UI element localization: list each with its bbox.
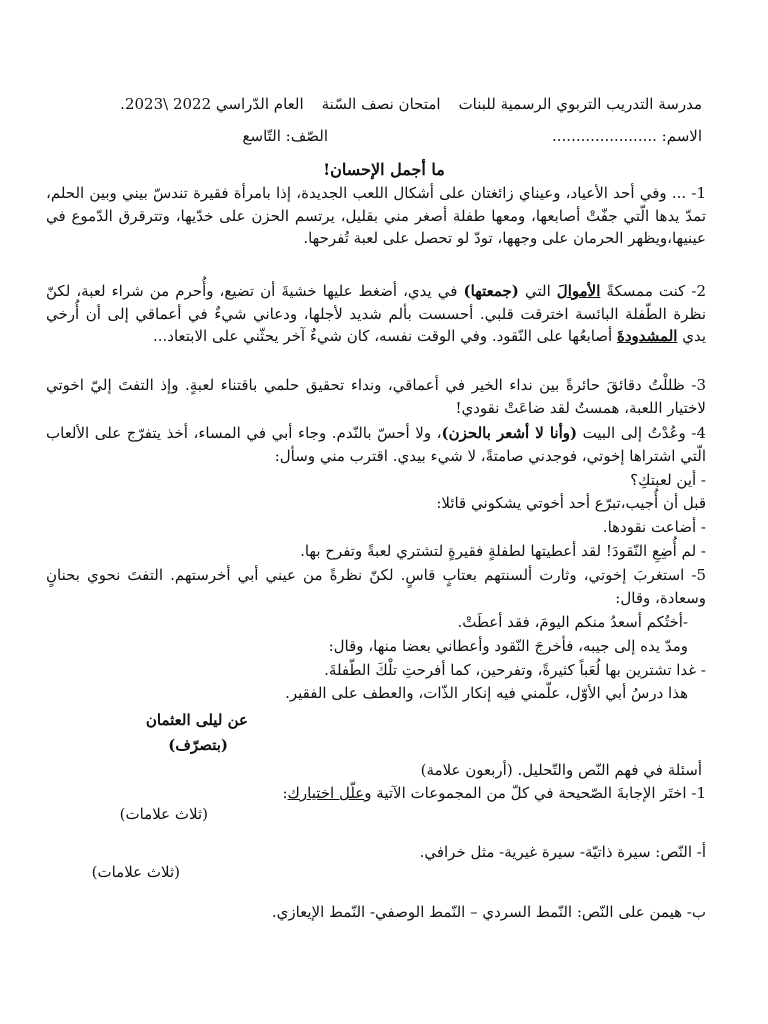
marks-label: (ثلاث علامات) [119,805,208,823]
dialogue-line: - أين لعبتكِ؟ [630,471,706,489]
bold-word-collected: (جمعتها) [463,282,519,300]
source-adapted: (بتصرّف) [168,736,228,754]
paragraph-5: 5- استغربَ إخوتي، وثارت ألسنتهم بعتابٍ قاسٍ. لكنّ نظرةً من عيني أبي أخرستهم. التفتَ نحوي بحنانٍ وسعادة، وقال: [46,566,706,607]
bold-phrase-no-sadness: (وأنا لا أشعر بالحزن) [441,424,578,442]
dialogue-line: -أختُكم أسعدُ منكم اليومَ، فقد أعطَتْ. [457,613,688,631]
student-name-field: الاسم: ...................... [552,127,702,145]
question-1-text: 1- اختَر الإجابةَ الصّحيحة في كلّ من المجموعات الآتية و [364,784,706,802]
marks-label: (ثلاث علامات) [91,863,180,881]
text-title: ما أجمل الإحسان! [323,160,445,179]
paragraph-2-text: في يدي، أضغط عليها خشيةَ أن تضيع، وأُحرم من شراء لعبة، لكنّ نظرة الطّفلة البائسة اخترقت قلبي. أحسست بألم شديد لأجلها، ودعاني شيءٌ في أعماقي إلى أن أُرخي يدي [46,282,706,345]
school-name: مدرسة التدريب التربوي الرسمية للبنات [458,95,702,113]
school-year: العام الدّراسي 2022 \2023. [120,95,304,113]
question-1-colon: : [282,784,288,802]
question-1 [282,783,706,803]
dialogue-line: - غدا تشترين بها لُعَباً كثيرةً، وتفرحين، كما أفرحتِ تلْكَ الطّفلةَ. [324,661,706,679]
dialogue-line: - لم أُضِعِ النّقودَ! لقد أعطيتها لطفلةٍ فقيرةٍ لتشتري لعبةً وتفرح بها. [300,542,706,560]
student-class: الصّف: التّاسع [242,127,328,145]
paragraph-2-text: التي [518,282,557,300]
paragraph-2-text: 2- كنت ممسكةً [600,282,706,300]
paragraph-4 [46,422,706,467]
questions-heading: أسئلة في فهم النّص والتّحليل. (أربعون علامة) [420,761,702,779]
question-1-justify: علّل اختيارك [287,784,365,802]
paragraph-4-text: ، ولا أحسّ بالنّدم. وجاء أبي في المساء، أخذ يتفرّج على الألعاب الّتي اشتراها إخوتي، فوجدني صامتةً، لا شيء بيدي. اقترب مني وسأل: [46,424,706,465]
question-1a: أ- النّص: سيرة ذاتيّة- سيرة غيرية- مثل خرافي. [419,843,706,861]
dialogue-line: ومدّ يده إلى جيبه، فأخرجَ النّقود وأعطاني بعضا منها، وقال: [328,637,688,655]
paragraph-1: 1- ... وفي أحد الأعياد، وعيناي زائغتان على أشكال اللعب الجديدة، إذا بامرأة فقيرة تندسّ بيني وبين الحلم، تمدّ يدها الّتي جفّتْ أصابعها، ومعها طفلة أصغر مني بقليل، يرتسم الحزن على خدّيها، وتترقرق الدّموع في عينيها،ويظهر الحرمان على وجهها، تودّ لو تحصل على لعبة تُفرحها. [46,184,706,247]
source-author: عن ليلى العثمان [145,711,248,729]
paragraph-4-text: 4- وعُدْتُ إلى البيت [577,424,706,442]
question-1b: ب- هيمن على النّص: النّمط السردي – النّمط الوصفي- النّمط الإيعازي. [271,903,706,921]
dialogue-line: قبل أن أُجيب،تبرّع أحد أخوتي يشكوني قائلا: [436,494,706,512]
paragraph-2-text: أصابعُها على النّقود. وفي الوقت نفسه، كان شيءٌ آخر يحثّني على الابتعاد... [152,327,617,345]
underlined-word-tightened: المشدودةَ [616,327,678,345]
exam-type: امتحان نصف السّنة [321,95,441,113]
exam-header [120,94,702,114]
underlined-word-money: الأموالَ [556,282,601,300]
paragraph-2 [46,280,706,348]
paragraph-3: 3- ظللْتُ دقائقَ حائرةً بين نداء الخير في أعماقي، ونداء تحقيق حلمي باقتناء لعبةٍ. وإذ التفتَ إليّ اخوتي لاختيار اللعبة، همستُ لقد ضاعَتْ نقودي! [46,376,706,417]
dialogue-line: هذا درسُ أبي الأوّل، علّمني فيه إنكار الذّات، والعطف على الفقير. [285,684,688,702]
dialogue-line: - أضاعت نقودها. [602,518,706,536]
